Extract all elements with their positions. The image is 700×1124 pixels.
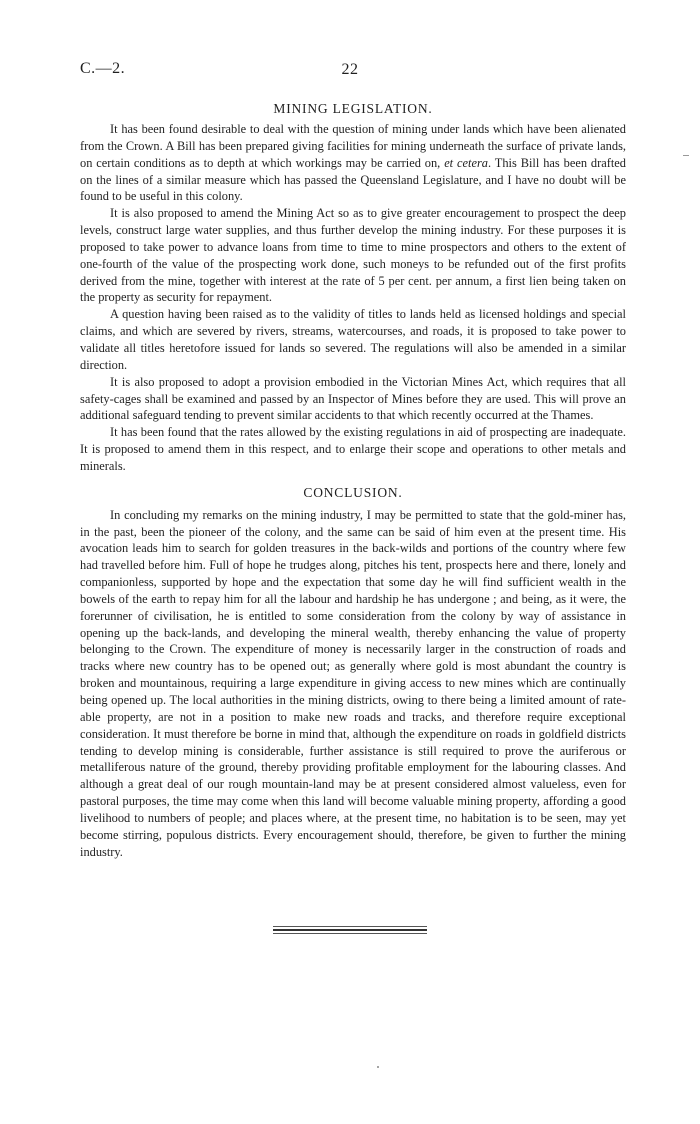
section-heading: MINING LEGISLATION. (273, 101, 433, 116)
paragraph: It has been found desirable to deal with the question of mining under lands which have been alienated from the Crown. A Bill has been prepared giving facilities for mining underneath the surface of private lands, on certain conditions as to depth at which workings may be carried on, et cetera. This Bill has been drafted on the lines of a similar measure which has passed the Queensland Legislature, and I have no doubt will be found to be useful in this colony. (80, 122, 626, 204)
paragraph: It has been found that the rates allowed by the existing regulations in aid of prospecting are inadequate. It is proposed to amend them in this respect, and to enlarge their scope and operations to other metals and minerals. (80, 425, 626, 473)
paragraph: In concluding my remarks on the mining industry, I may be permitted to state that the gold-miner has, in the past, been the pioneer of the colony, and the same can be said of him even at the present time. His avocation leads him to search for golden treasures in the back-wilds and portions of the country where few had travelled before him. Full of hope he trudges along, pitches his tent, prospects here and there, lonely and companionless, supported by hope and the expectation that some day he will find sufficient wealth in the bowels of the earth to repay him for all the labour and hardship he has undergone ; and being, as it were, the forerunner of civilisation, he is entitled to some consideration from the colony by way of assistance in opening up the back-lands, and developing the mineral wealth, thereby enhancing the value of property belonging to the Crown. The expenditure of money is necessarily larger in the construction of roads and tracks where new country has to be opened out; as generally where gold is most abundant the country is broken and mountainous, requiring a large expenditure in giving access to new mines which are continually being opened up. The local authorities in the mining districts, owing to there being a limited amount of rateable property, are not in a position to make new roads and tracks, and therefore require exceptional consideration. It must therefore be borne in mind that, although the expenditure on roads in goldfield districts tending to develop mining is considerable, further assistance is still required to prove the auriferous or metalliferous nature of the ground, thereby providing profitable employment for the labouring classes. And although a great deal of our rough mountain-land may be at present considered almost valueless, even for pastoral purposes, the time may come when this land will become valuable mining property, affording a good livelihood to numbers of people; and places where, at the present time, no habitation is to be seen, may yet become stirring, populous districts. Every encouragement should, therefore, be given to further the mining industry. (80, 507, 626, 859)
paragraph: A question having been raised as to the validity of titles to lands held as licensed holdings and special claims, and which are severed by rivers, streams, watercourses, and roads, it is proposed to take power to validate all titles heretofore issued for lands so severed. The regulations will also be amended in a similar direction. (80, 307, 626, 372)
document-reference: C.—2. (80, 60, 126, 77)
section-heading: CONCLUSION. (303, 484, 403, 500)
speck-mark (377, 1066, 379, 1068)
body-text (80, 100, 626, 860)
paragraph: It is also proposed to adopt a provision embodied in the Victorian Mines Act, which requires that all safety-cages shall be examined and passed by an Inspector of Mines before they are used. This will prove an additional safeguard tending to prevent similar accidents to that which recently occurred at the Thames. (80, 374, 626, 423)
margin-mark (683, 155, 689, 156)
paragraph: It is also proposed to amend the Mining Act so as to give greater encouragement to prospect the deep levels, construct large water supplies, and thus further develop the mining industry. For these purposes it is proposed to take power to advance loans from time to time to mine prospectors and others to the extent of one-fourth of the value of the prospecting work done, such moneys to be refunded out of the first profits derived from the mine, together with interest at the rate of 5 per cent. per annum, a first lien being taken on the property as security for repayment. (80, 206, 626, 305)
page-number: 22 (341, 61, 359, 78)
section-conclusion (80, 484, 626, 861)
closing-rule (273, 926, 427, 936)
section-mining-legislation (80, 100, 626, 475)
